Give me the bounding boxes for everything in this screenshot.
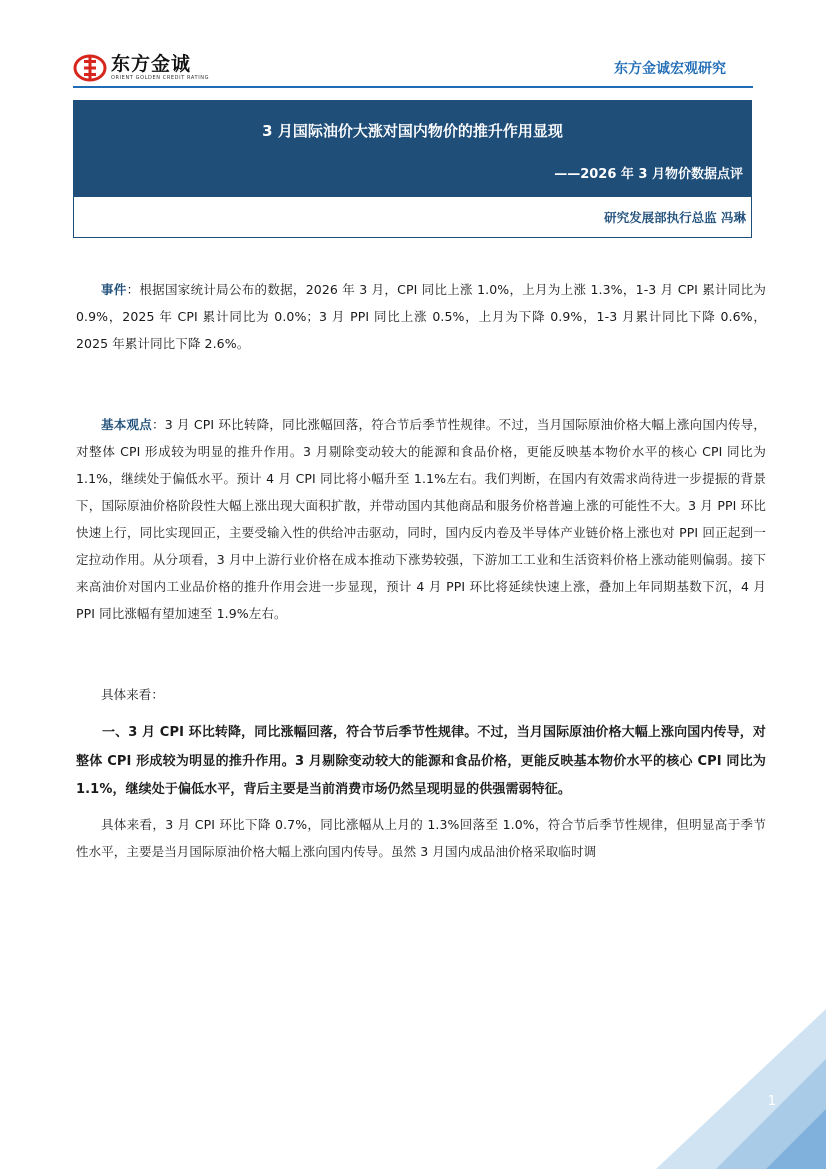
detail-heading: 具体来看： — [101, 687, 165, 702]
logo-mark-icon — [73, 54, 107, 82]
event-label: 事件 — [101, 282, 127, 297]
view-text: ：3 月 CPI 环比转降，同比涨幅回落，符合节后季节性规律。不过，当月国际原油价格大幅上涨向国内传导，对整体 CPI 形成较为明显的推升作用。3 月剔除变动较大的能源和食品价格，更能反映基本物价水平的核心 CPI 同比为 1.1%，继续处于偏低水平。预计 4 月 CPI 同比将小幅升至 1.1%左右。我们判断，在国内有效需求尚待进一步提振的背景下，国际原油价格阶段性大幅上涨出现大面积扩散，并带动国内其他商品和服务价格普遍上涨的可能性不大。3 月 PPI 环比快速上行，同比实现回正，主要受输入性的供给冲击驱动，同时，国内反内卷及半导体产业链价格上涨也对 PPI 回正起到一定拉动作用。从分项看，3 月中上游行业价格在成本推动下涨势较强，下游加工工业和生活资料价格上涨动能则偏弱。接下来高油价对国内工业品价格的推升作用会进一步显现，预计 4 月 PPI 环比将延续快速上涨，叠加上年同期基数下沉，4 月 PPI 同比涨幅有望加速至 1.9%左右。 — [76, 417, 767, 621]
logo-text: 东方金诚 — [111, 53, 192, 75]
event-text: ：根据国家统计局公布的数据，2026 年 3 月，CPI 同比上涨 1.0%，上月为上涨 1.3%，1-3 月 CPI 累计同比为 0.9%，2025 年 CPI 累计同比为 0.0%；3 月 PPI 同比上涨 0.5%，上月为下降 0.9%，1-3 月累计同比下降 0.6%，2025 年累计同比下降 2.6%。 — [76, 282, 766, 351]
corner-decoration — [626, 989, 826, 1169]
company-logo — [73, 52, 233, 84]
logo-subtext: ORIENT GOLDEN CREDIT RATING — [111, 75, 210, 81]
report-author: 研究发展部执行总监 冯琳 — [604, 210, 746, 225]
view-label: 基本观点 — [101, 417, 152, 432]
section-1-heading: 一、3 月 CPI 环比转降，同比涨幅回落，符合节后季节性规律。不过，当月国际原油价格大幅上涨向国内传导，对整体 CPI 形成较为明显的推升作用。3 月剔除变动较大的能源和食品价格，更能反映基本物价水平的核心 CPI 同比为 1.1%，继续处于偏低水平，背后主要是当前消费市场仍然呈现明显的供强需弱特征。 — [76, 725, 766, 797]
event-paragraph — [76, 276, 766, 357]
page-header — [0, 0, 826, 92]
title-banner — [74, 101, 751, 197]
header-divider — [73, 86, 753, 88]
brand-label: 东方金诚宏观研究 — [614, 61, 726, 77]
body-paragraph: 具体来看，3 月 CPI 环比下降 0.7%，同比涨幅从上月的 1.3%回落至 1.0%，符合节后季节性规律，但明显高于季节性水平，主要是当月国际原油价格大幅上涨向国内传导。虽然 3 月国内成品油价格采取临时调 — [76, 816, 766, 859]
report-subtitle: ——2026 年 3 月物价数据点评 — [554, 167, 743, 182]
title-box — [73, 100, 752, 238]
view-paragraph — [76, 411, 766, 627]
report-body — [76, 276, 766, 865]
report-title: 3 月国际油价大涨对国内物价的推升作用显现 — [262, 122, 563, 140]
page-number: 1 — [767, 1094, 776, 1109]
